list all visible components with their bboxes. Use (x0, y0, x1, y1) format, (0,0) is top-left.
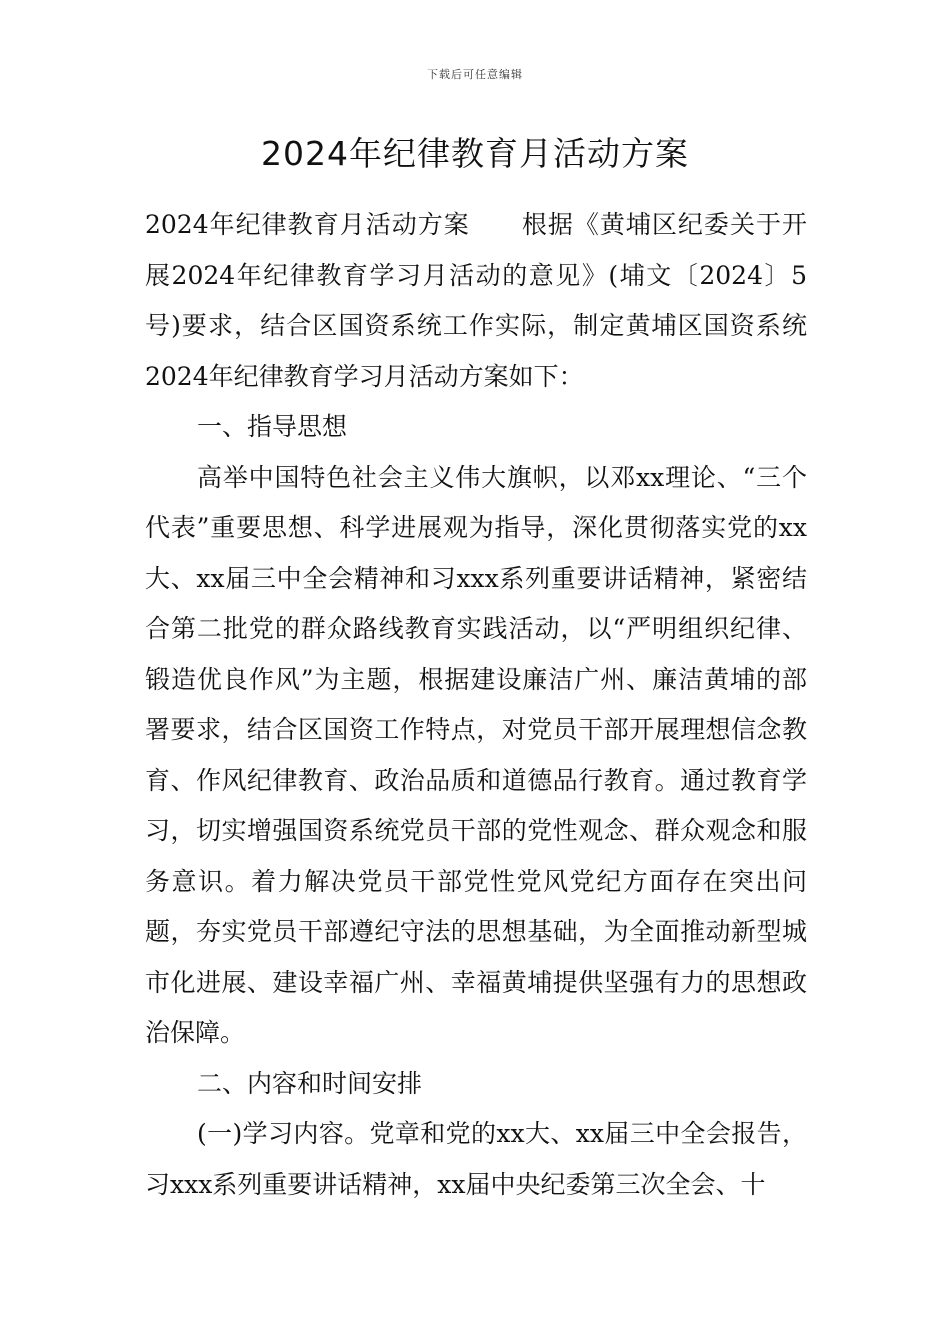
section-heading-content-schedule: 二、内容和时间安排 (197, 1068, 423, 1098)
header-note: 下载后可任意编辑 (427, 68, 523, 81)
paragraph-study-content: (一)学习内容。党章和党的xx大、xx届三中全会报告，习xxx系列重要讲话精神，xx届中央纪委第三次全会、十 (145, 1119, 807, 1199)
paragraph-guiding-ideology: 高举中国特色社会主义伟大旗帜，以邓xx理论、“三个代表”重要思想、科学进展观为指导，深化贯彻落实党的xx大、xx届三中全会精神和习xxx系列重要讲话精神，紧密结合第二批党的群众路线教育实践活动，以“严明组织纪律、锻造优良作风”为主题，根据建设廉洁广州、廉洁黄埔的部署要求，结合区国资工作特点，对党员干部开展理想信念教育、作风纪律教育、政治品质和道德品行教育。通过教育学习，切实增强国资系统党员干部的党性观念、群众观念和服务意识。着力解决党员干部党性党风党纪方面存在突出问题，夯实党员干部遵纪守法的思想基础，为全面推动新型城市化进展、建设幸福广州、幸福黄埔提供坚强有力的思想政治保障。 (145, 462, 807, 1047)
section-heading-guiding-ideology: 一、指导思想 (197, 412, 348, 441)
document-title: 2024年纪律教育月活动方案 (261, 134, 689, 173)
document-body (145, 200, 807, 1210)
paragraph-intro: 2024年纪律教育月活动方案 根据《黄埔区纪委关于开展2024年纪律教育学习月活动的意见》(埔文〔2024〕5号)要求，结合区国资系统工作实际，制定黄埔区国资系统2024年纪律教育学习月活动方案如下： (145, 210, 807, 391)
